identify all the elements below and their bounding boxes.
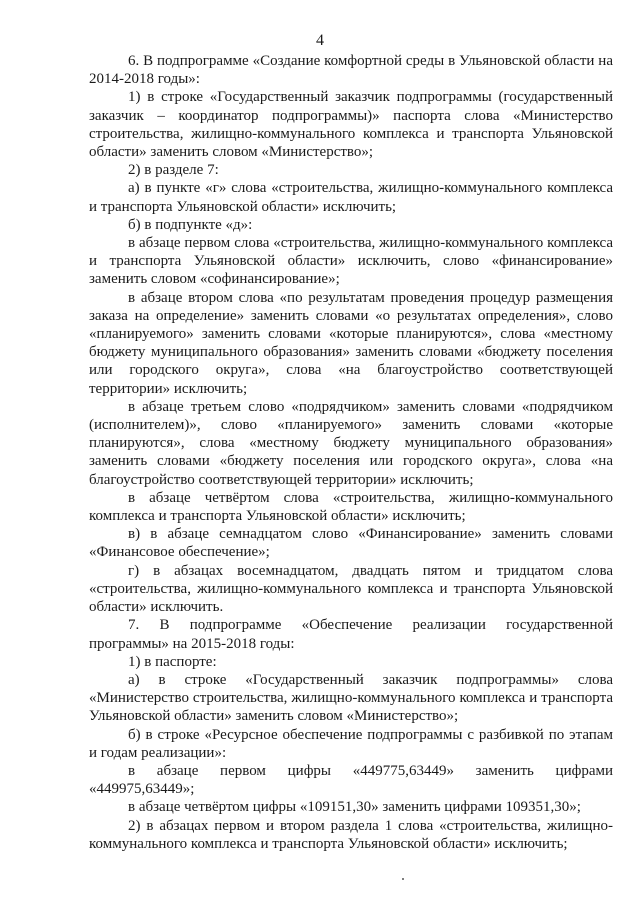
paragraph: а) в пункте «г» слова «строительства, жилищно-коммунального комплекса и транспорта Ульяновской области» исключить; — [89, 180, 613, 215]
paragraph: в абзаце четвёртом цифры «109151,30» заменить цифрами 109351,30»; — [128, 799, 581, 816]
paragraph: б) в подпункте «д»: — [128, 216, 253, 233]
paragraph: 6. В подпрограмме «Создание комфортной среды в Ульяновской области на 2014-2018 годы»: — [89, 53, 613, 88]
paragraph: в абзаце третьем слово «подрядчиком» заменить словами «подрядчиком (исполнителем)», слово «планируемого» заменить словами «которые планируются», слова «местному бюджету муниципального образования» заменить словами «бюджету поселения или городского округа», слова «на благоустройство соответствующей территории» исключить; — [89, 398, 613, 488]
scan-speck — [402, 878, 404, 880]
paragraph: в) в абзаце семнадцатом слово «Финансирование» заменить словами «Финансовое обеспечение»; — [89, 526, 613, 561]
paragraph: в абзаце первом цифры «449775,63449» заменить цифрами «449975,63449»; — [89, 762, 613, 798]
page-number: 4 — [316, 32, 324, 49]
paragraph: г) в абзацах восемнадцатом, двадцать пятом и тридцатом слова «строительства, жилищно-коммунального комплекса и транспорта Ульяновской области» исключить. — [89, 562, 613, 616]
paragraph: а) в строке «Государственный заказчик подпрограммы» слова «Министерство строительства, жилищно-коммунального комплекса и транспорта Ульяновской области» заменить словом «Министерство»; — [89, 671, 613, 725]
paragraph: б) в строке «Ресурсное обеспечение подпрограммы с разбивкой по этапам и годам реализации»: — [89, 726, 613, 761]
paragraph: 1) в паспорте: — [128, 653, 217, 670]
paragraph: в абзаце втором слова «по результатам проведения процедур размещения заказа на определение» заменить словами «о результатах определения», слово «планируемого» заменить словами «которые планируются», слова «местному бюджету муниципального образования» заменить словами «бюджету поселения или городского округа», слова «на благоустройство соответствующей территории» исключить; — [89, 289, 613, 397]
paragraph: 7. В подпрограмме «Обеспечение реализации государственной программы» на 2015-2018 годы: — [89, 617, 613, 652]
paragraph: в абзаце четвёртом слова «строительства, жилищно-коммунального комплекса и транспорта Ульяновской области» исключить; — [89, 489, 613, 525]
document-body — [89, 52, 613, 853]
paragraph: в абзаце первом слова «строительства, жилищно-коммунального комплекса и транспорта Ульяновской области» исключить, слово «финансирование» заменить словом «софинансирование»; — [89, 235, 613, 288]
paragraph: 1) в строке «Государственный заказчик подпрограммы (государственный заказчик – координатор подпрограммы)» паспорта слова «Министерство строительства, жилищно-коммунального комплекса и транспорта Ульяновской области» заменить словом «Министерство»; — [89, 89, 613, 161]
paragraph: 2) в разделе 7: — [128, 162, 219, 179]
paragraph: 2) в абзацах первом и втором раздела 1 слова «строительства, жилищно-коммунального комплекса и транспорта Ульяновской области» исключить; — [89, 817, 613, 852]
